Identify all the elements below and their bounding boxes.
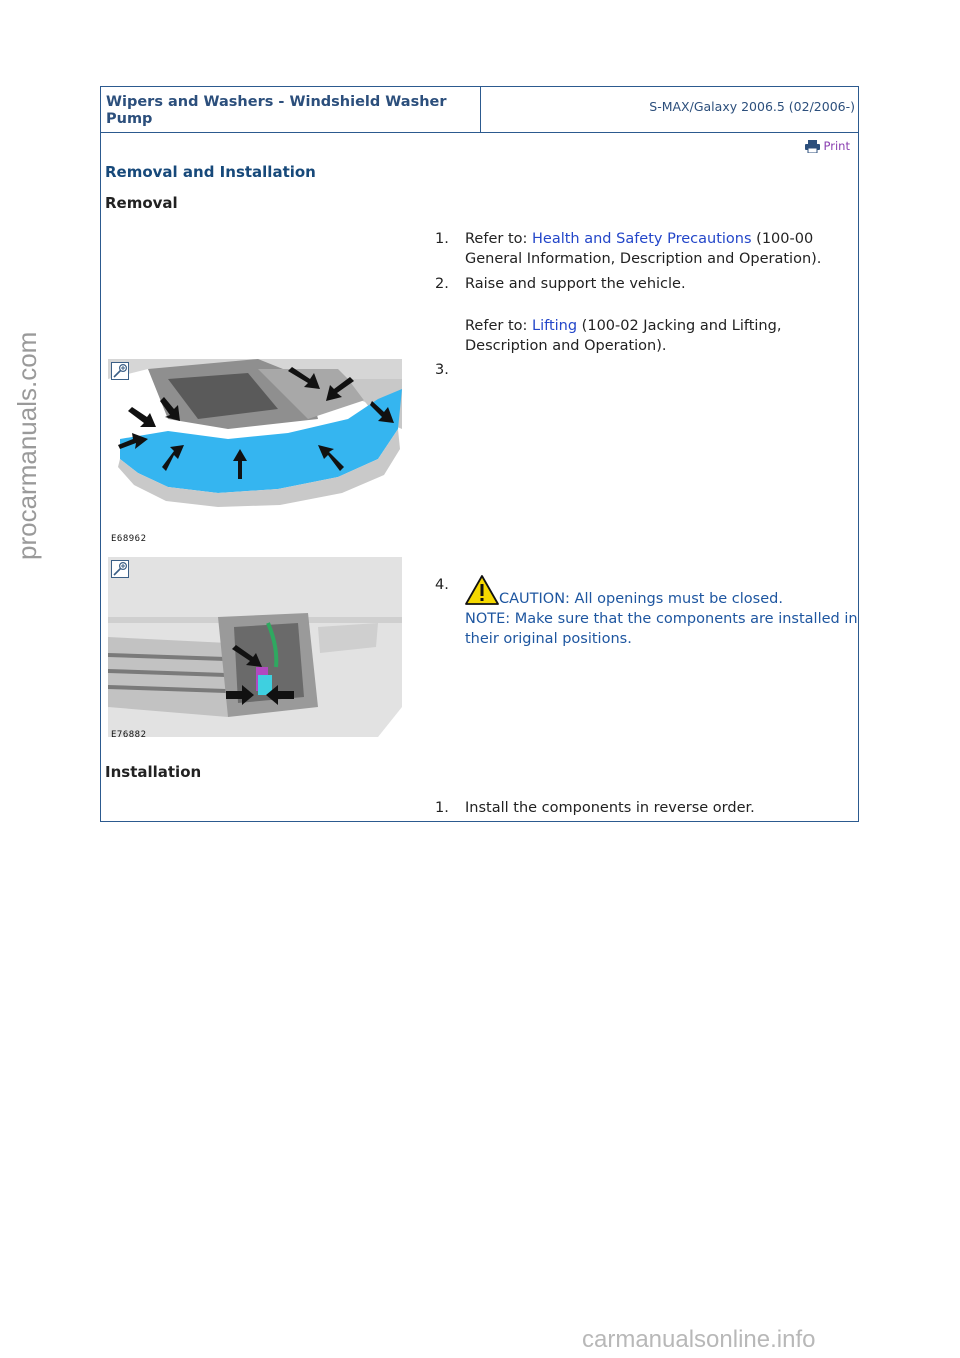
side-watermark: procarmanuals.com [12, 331, 42, 560]
page-title: Wipers and Washers - Windshield Washer Pump [106, 94, 447, 127]
figure-id: E68962 [111, 534, 147, 544]
print-button[interactable] [805, 139, 850, 153]
step-text [465, 575, 860, 649]
figure-washer-pump [108, 557, 402, 745]
step-reference [465, 316, 860, 356]
section-title: Removal and Installation [105, 163, 316, 181]
figure-bumper-cover [108, 359, 402, 545]
step-number: 3. [435, 362, 449, 378]
washer-pump-illustration [108, 557, 402, 745]
refer-prefix: Refer to: [465, 231, 532, 247]
figure-id: E76882 [111, 730, 147, 740]
step-number: 2. [435, 276, 449, 292]
step-number: 4. [435, 577, 449, 593]
print-icon [805, 140, 820, 153]
link-health-safety[interactable]: Health and Safety Precautions [532, 231, 752, 247]
bottom-watermark: carmanualsonline.info [582, 1326, 816, 1353]
zoom-icon[interactable] [111, 560, 129, 578]
print-label: Print [823, 139, 850, 153]
step-number: 1. [435, 800, 449, 816]
bumper-cover-illustration [108, 359, 402, 545]
link-lifting[interactable]: Lifting [532, 318, 578, 334]
warning-icon [465, 575, 499, 605]
note-text: NOTE: Make sure that the components are installed in their original positions. [465, 611, 858, 647]
step-text: Install the components in reverse order. [465, 800, 755, 816]
refer-prefix: Refer to: [465, 318, 532, 334]
header-bar [101, 87, 858, 133]
removal-heading: Removal [105, 194, 178, 212]
header-divider [480, 87, 481, 132]
installation-heading: Installation [105, 763, 202, 781]
refer-suffix: (100-00 General Information, Description and Operation). [465, 231, 822, 267]
procedure-frame [100, 86, 859, 822]
refer-suffix: (100-02 Jacking and Lifting, Description and Operation). [465, 318, 782, 354]
model-label: S-MAX/Galaxy 2006.5 (02/2006-) [649, 99, 855, 114]
step-text: Raise and support the vehicle. [465, 276, 686, 292]
step-number: 1. [435, 231, 449, 247]
zoom-icon[interactable] [111, 362, 129, 380]
step-text [465, 229, 860, 269]
caution-text: CAUTION: All openings must be closed. [499, 591, 783, 607]
